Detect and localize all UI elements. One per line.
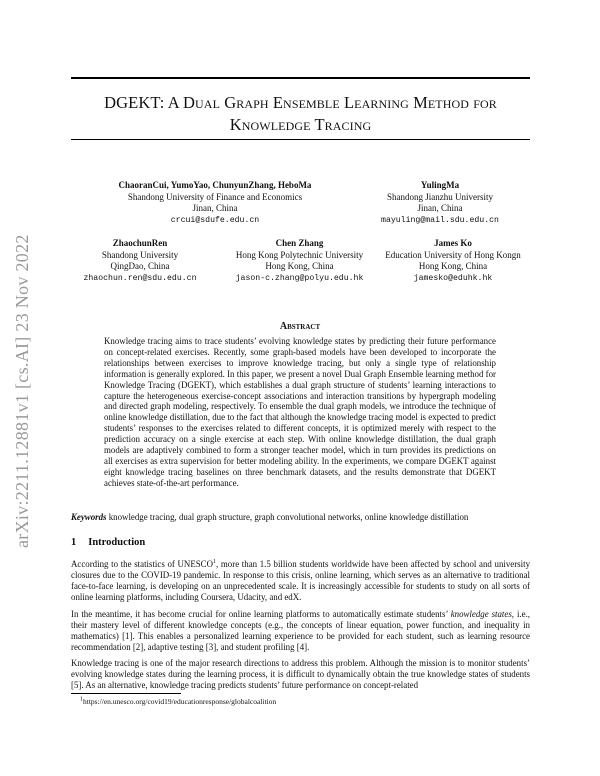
author-block-4 xyxy=(212,238,387,284)
para2-text-start: In the meantime, it has become crucial for online learning platforms to automatically estimate students’ xyxy=(71,609,451,619)
author-block-1 xyxy=(100,180,330,226)
author-location: Jinan, China xyxy=(192,203,238,213)
author-affiliation: Education University of Hong Kongn xyxy=(385,249,521,260)
para2-text-end: , i.e., their mastery level of different knowledge concepts (e.g., the concepts of linear equation, power function, and inequality in mathematics) [1]. This enables a personalized learning experience to be provided for each student, such as learning resource recommendation [2], adaptive testing [3], and student profiling [4]. xyxy=(71,609,531,652)
title-line-1: DGEKT: A Dual Graph Ensemble Learning Method for xyxy=(104,93,497,112)
author-location: QingDao, China xyxy=(110,261,170,271)
section-number: 1 xyxy=(71,537,77,548)
footnote-url: https://en.unesco.org/covid19/educationresponse/globalcoalition xyxy=(83,697,277,706)
author-affiliation: Shandong University xyxy=(101,249,179,260)
para1-text-start: According to the statistics of UNESCO xyxy=(71,559,214,569)
abstract-text: Knowledge tracing aims to trace students’ evolving knowledge states by predicting their future performance on concept-related exercises. Recently, some graph-based models have been developed to incorporate the relationships between exercises to improve knowledge tracing, but only a single type of relationship information is generally explored. In this paper, we present a novel Dual Graph Ensemble learning method for Knowledge Tracing (DGEKT), which establishes a dual graph structure of students’ learning interactions to capture the heterogeneous exercise-concept associations and interaction transitions by hypergraph modeling and directed graph modeling, respectively. To ensemble the dual graph models, we introduce the technique of online knowledge distillation, due to the fact that although the knowledge tracing model is expected to predict students’ responses to the exercises related to different concepts, it is optimized merely with respect to the prediction accuracy on a single exercise at each step. With online knowledge distillation, the dual graph models are adaptively combined to form a stronger teacher model, which in turn provides its predictions on all exercises as extra supervision for better modeling ability. In the experiments, we compare DGEKT against eight knowledge tracing baselines on three benchmark datasets, and the results demonstrate that DGEKT achieves state-of-the-art performance. xyxy=(104,336,496,488)
footnote-rule xyxy=(71,693,181,694)
intro-paragraph-3: Knowledge tracing is one of the major research directions to address this problem. Although the mission is to monitor students’ evolving knowledge states during the learning process, it is difficult to dynamically obtain the true knowledge states of students [5]. As an alternative, knowledge tracing predicts students’ future performance on concept-related xyxy=(71,658,530,690)
section-heading-introduction xyxy=(71,537,145,548)
author-affiliation: Hong Kong Polytechnic University xyxy=(235,249,364,260)
author-email: mayuling@mail.sdu.edu.cn xyxy=(381,215,499,225)
author-name: YulingMa xyxy=(420,180,460,190)
author-location: Hong Kong, China xyxy=(265,261,334,271)
author-name: James Ko xyxy=(434,238,472,248)
title-line-2: Knowledge Tracing xyxy=(229,115,372,134)
author-email: crcui@sdufe.edu.cn xyxy=(170,215,260,225)
author-email: jason-c.zhang@polyu.edu.hk xyxy=(235,273,364,283)
author-name: ZhaochunRen xyxy=(112,238,168,248)
keywords-label: Keywords xyxy=(71,512,107,522)
footnote xyxy=(80,697,276,706)
author-block-3 xyxy=(70,238,210,284)
author-email: zhaochun.ren@sdu.edu.cn xyxy=(83,273,197,283)
intro-paragraph-2 xyxy=(71,609,530,653)
arxiv-identifier-stamp: arXiv:2211.12881v1 [cs.AI] 23 Nov 2022 xyxy=(12,234,32,548)
author-block-5 xyxy=(368,238,538,284)
author-name: ChaoranCui, YumoYao, ChunyunZhang, HeboMa xyxy=(118,180,312,190)
title-bottom-rule xyxy=(71,139,530,140)
author-block-2 xyxy=(355,180,525,226)
footnote-number: 1 xyxy=(80,696,83,703)
para2-emphasis: knowledge states xyxy=(450,609,512,619)
keywords-text: knowledge tracing, dual graph structure, graph convolutional networks, online knowledge distillation xyxy=(108,512,469,522)
author-name: Chen Zhang xyxy=(275,238,324,248)
author-location: Hong Kong, China xyxy=(418,261,488,271)
author-affiliation: Shandong Jianzhu University xyxy=(387,191,493,202)
author-affiliation: Shandong University of Finance and Economics xyxy=(127,191,303,202)
author-email: jamesko@eduhk.hk xyxy=(413,273,493,283)
section-title: Introduction xyxy=(88,537,146,548)
paper-title xyxy=(71,92,530,136)
title-top-rule xyxy=(71,77,530,79)
author-location: Jinan, China xyxy=(417,203,463,213)
intro-paragraph-1 xyxy=(71,559,530,603)
footnote-marker: 1 xyxy=(213,559,217,566)
abstract-heading: Abstract xyxy=(279,321,321,332)
keywords-line xyxy=(71,512,530,522)
para1-text-end: , more than 1.5 billion students worldwide have been affected by school and university closures due to the COVID-19 pandemic. In response to this crisis, online learning, which serves as an alternative to traditional face-to-face learning, is developing on an unprecedented scale. It is increasingly accessible for students to study on all sorts of online learning platforms, including Coursera, Udacity, and edX. xyxy=(71,559,531,602)
